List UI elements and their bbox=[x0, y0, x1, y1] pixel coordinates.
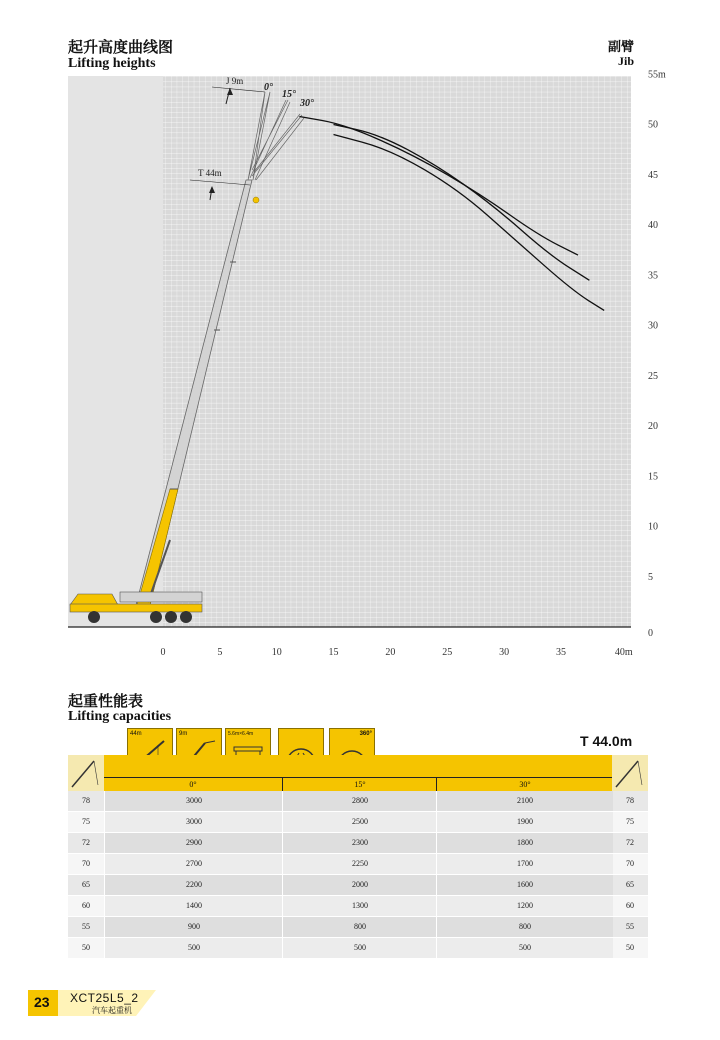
cell-0deg: 3000 bbox=[104, 812, 283, 832]
row-angle-right: 75 bbox=[626, 817, 634, 826]
x-tick-label: 0 bbox=[160, 647, 166, 658]
table-header-right-icon bbox=[612, 755, 648, 791]
row-angle-right: 60 bbox=[626, 901, 634, 910]
slewing-range-icon: 360° bbox=[329, 728, 375, 774]
y-tick-label: 15 bbox=[648, 471, 658, 483]
table-row bbox=[68, 812, 648, 832]
cell-30deg: 500 bbox=[436, 938, 613, 958]
cell-0deg: 2700 bbox=[104, 854, 283, 874]
table-row bbox=[68, 917, 648, 937]
cell-15deg: 500 bbox=[282, 938, 437, 958]
column-header-15: 15° bbox=[282, 778, 437, 792]
y-tick-label: 35 bbox=[648, 270, 658, 282]
row-angle-right: 78 bbox=[626, 796, 634, 805]
wheel bbox=[150, 611, 162, 623]
row-angle-left: 60 bbox=[82, 901, 90, 910]
x-tick-label: 15 bbox=[328, 647, 339, 658]
y-tick-label: 55m bbox=[648, 69, 666, 81]
cell-30deg: 1900 bbox=[436, 812, 613, 832]
row-angle-left: 50 bbox=[82, 943, 90, 952]
heights-title-en: Lifting heights bbox=[68, 56, 156, 71]
y-tick-label: 40 bbox=[648, 220, 658, 231]
capacity-table bbox=[68, 791, 648, 959]
wheel bbox=[180, 611, 192, 623]
cell-30deg: 1800 bbox=[436, 833, 613, 853]
model-name: XCT25L5_2 bbox=[70, 991, 139, 1005]
jib-length-icon: 9m bbox=[176, 728, 222, 774]
table-column-headers bbox=[104, 777, 612, 792]
cell-30deg: 1700 bbox=[436, 854, 613, 874]
table-row bbox=[68, 854, 648, 874]
x-tick-label: 20 bbox=[385, 647, 396, 658]
cell-0deg: 1400 bbox=[104, 896, 283, 916]
main-boom-length-icon: 44m bbox=[127, 728, 173, 774]
table-row bbox=[68, 938, 648, 958]
chassis-rear bbox=[120, 592, 202, 602]
x-tick-label: 5 bbox=[217, 647, 223, 658]
row-angle-right: 72 bbox=[626, 838, 634, 847]
x-tick-label: 25 bbox=[442, 647, 453, 658]
cell-15deg: 1300 bbox=[282, 896, 437, 916]
capacity-title-en: Lifting capacities bbox=[68, 709, 172, 724]
cab bbox=[70, 594, 118, 605]
cell-15deg: 800 bbox=[282, 917, 437, 937]
cell-0deg: 2200 bbox=[104, 875, 283, 895]
row-angle-left: 78 bbox=[82, 796, 90, 805]
wheel bbox=[88, 611, 100, 623]
angle-0-label: 0° bbox=[264, 82, 273, 93]
cell-15deg: 2250 bbox=[282, 854, 437, 874]
x-tick-label: 10 bbox=[271, 647, 282, 658]
cell-0deg: 900 bbox=[104, 917, 283, 937]
boom-config-label: T 44.0m bbox=[580, 733, 633, 749]
row-angle-left: 70 bbox=[82, 859, 90, 868]
model-subtitle: 汽车起重机 bbox=[92, 1006, 132, 1015]
cell-15deg: 2800 bbox=[282, 791, 437, 811]
row-angle-right: 55 bbox=[626, 922, 634, 931]
jib-title-cn: 副臂 bbox=[608, 40, 635, 55]
x-tick-label: 40m bbox=[614, 647, 633, 658]
row-angle-left: 75 bbox=[82, 817, 90, 826]
y-tick-label: 0 bbox=[648, 628, 653, 639]
hook bbox=[253, 197, 259, 203]
row-angle-left: 72 bbox=[82, 838, 90, 847]
capacity-title-cn: 起重性能表 bbox=[68, 692, 144, 710]
table-row bbox=[68, 791, 648, 811]
row-angle-left: 65 bbox=[82, 880, 90, 889]
cell-0deg: 2900 bbox=[104, 833, 283, 853]
wheel bbox=[165, 611, 177, 623]
row-angle-right: 50 bbox=[626, 943, 634, 952]
jib-title-en: Jib bbox=[618, 54, 635, 68]
y-tick-label: 50 bbox=[648, 119, 658, 131]
angle-15-label: 15° bbox=[282, 89, 296, 100]
table-header-left-icon bbox=[68, 755, 104, 791]
x-tick-label: 30 bbox=[499, 647, 510, 658]
plot-gridlines bbox=[163, 76, 631, 627]
angle-30-label: 30° bbox=[300, 98, 314, 109]
cell-0deg: 3000 bbox=[104, 791, 283, 811]
y-tick-label: 20 bbox=[648, 421, 658, 432]
cell-15deg: 2500 bbox=[282, 812, 437, 832]
page-footer bbox=[28, 990, 156, 1016]
column-header-0: 0° bbox=[189, 780, 197, 789]
row-angle-right: 65 bbox=[626, 880, 634, 889]
table-row bbox=[68, 896, 648, 916]
x-axis-ticks bbox=[161, 647, 633, 658]
x-tick-label: 35 bbox=[555, 647, 566, 658]
table-row bbox=[68, 875, 648, 895]
page-number: 23 bbox=[34, 994, 50, 1010]
y-tick-label: 25 bbox=[648, 370, 658, 382]
cell-0deg: 500 bbox=[104, 938, 283, 958]
y-tick-label: 10 bbox=[648, 521, 658, 533]
cell-30deg: 800 bbox=[436, 917, 613, 937]
chassis bbox=[70, 604, 202, 612]
heights-title-cn: 起升高度曲线图 bbox=[68, 38, 174, 56]
boom-length-label: T 44m bbox=[198, 168, 222, 178]
outrigger-span-icon: 5.6m×6.4m bbox=[225, 728, 271, 774]
row-angle-left: 55 bbox=[82, 922, 90, 931]
cell-30deg: 2100 bbox=[436, 791, 613, 811]
row-angle-right: 70 bbox=[626, 859, 634, 868]
cell-15deg: 2000 bbox=[282, 875, 437, 895]
y-tick-label: 30 bbox=[648, 320, 658, 332]
y-axis-ticks bbox=[648, 69, 666, 639]
y-tick-label: 5 bbox=[648, 571, 653, 583]
cell-15deg: 2300 bbox=[282, 833, 437, 853]
jib-length-label: J 9m bbox=[226, 76, 244, 86]
table-row bbox=[68, 833, 648, 853]
column-header-30: 30° bbox=[436, 778, 613, 792]
cell-30deg: 1600 bbox=[436, 875, 613, 895]
cell-30deg: 1200 bbox=[436, 896, 613, 916]
y-tick-label: 45 bbox=[648, 169, 658, 181]
